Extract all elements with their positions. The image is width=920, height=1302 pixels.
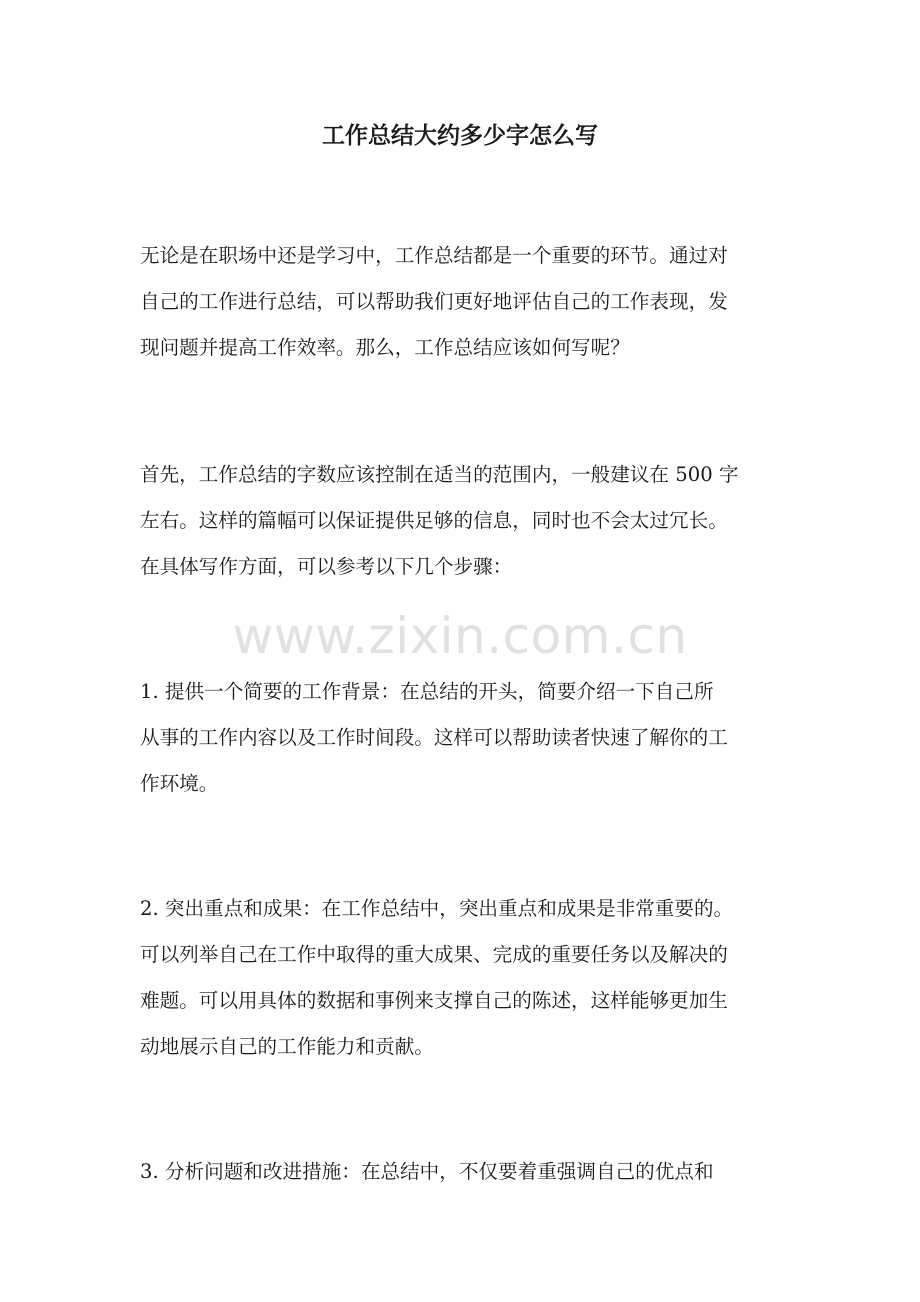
paragraph-word-count [140, 452, 788, 590]
paragraph-line: 自己的工作进行总结，可以帮助我们更好地评估自己的工作表现，发 [140, 290, 728, 313]
paragraph-step-3 [140, 1149, 788, 1195]
paragraph-line: 2. 突出重点和成果：在工作总结中，突出重点和成果是非常重要的。 [140, 897, 734, 920]
paragraph-step-1 [140, 669, 788, 807]
paragraph-line: 作环境。 [140, 772, 219, 795]
watermark-text: www.zixin.com.cn [232, 607, 688, 665]
paragraph-intro [140, 233, 788, 371]
paragraph-line: 3. 分析问题和改进措施：在总结中，不仅要着重强调自己的优点和 [140, 1160, 714, 1183]
paragraph-line: 首先，工作总结的字数应该控制在适当的范围内，一般建议在 500 字 [140, 463, 739, 486]
paragraph-line: 现问题并提高工作效率。那么，工作总结应该如何写呢？ [140, 336, 630, 359]
paragraph-line: 从事的工作内容以及工作时间段。这样可以帮助读者快速了解你的工 [140, 726, 728, 749]
paragraph-line: 左右。这样的篇幅可以保证提供足够的信息，同时也不会太过冗长。 [140, 509, 728, 532]
paragraph-line: 无论是在职场中还是学习中，工作总结都是一个重要的环节。通过对 [140, 244, 728, 267]
paragraph-step-2 [140, 886, 788, 1070]
document-title: 工作总结大约多少字怎么写 [322, 122, 598, 149]
paragraph-line: 1. 提供一个简要的工作背景：在总结的开头，简要介绍一下自己所 [140, 680, 714, 703]
paragraph-line: 在具体写作方面，可以参考以下几个步骤： [140, 555, 513, 578]
paragraph-line: 可以列举自己在工作中取得的重大成果、完成的重要任务以及解决的 [140, 943, 728, 966]
paragraph-line: 难题。可以用具体的数据和事例来支撑自己的陈述，这样能够更加生 [140, 989, 728, 1012]
paragraph-line: 动地展示自己的工作能力和贡献。 [140, 1035, 434, 1058]
